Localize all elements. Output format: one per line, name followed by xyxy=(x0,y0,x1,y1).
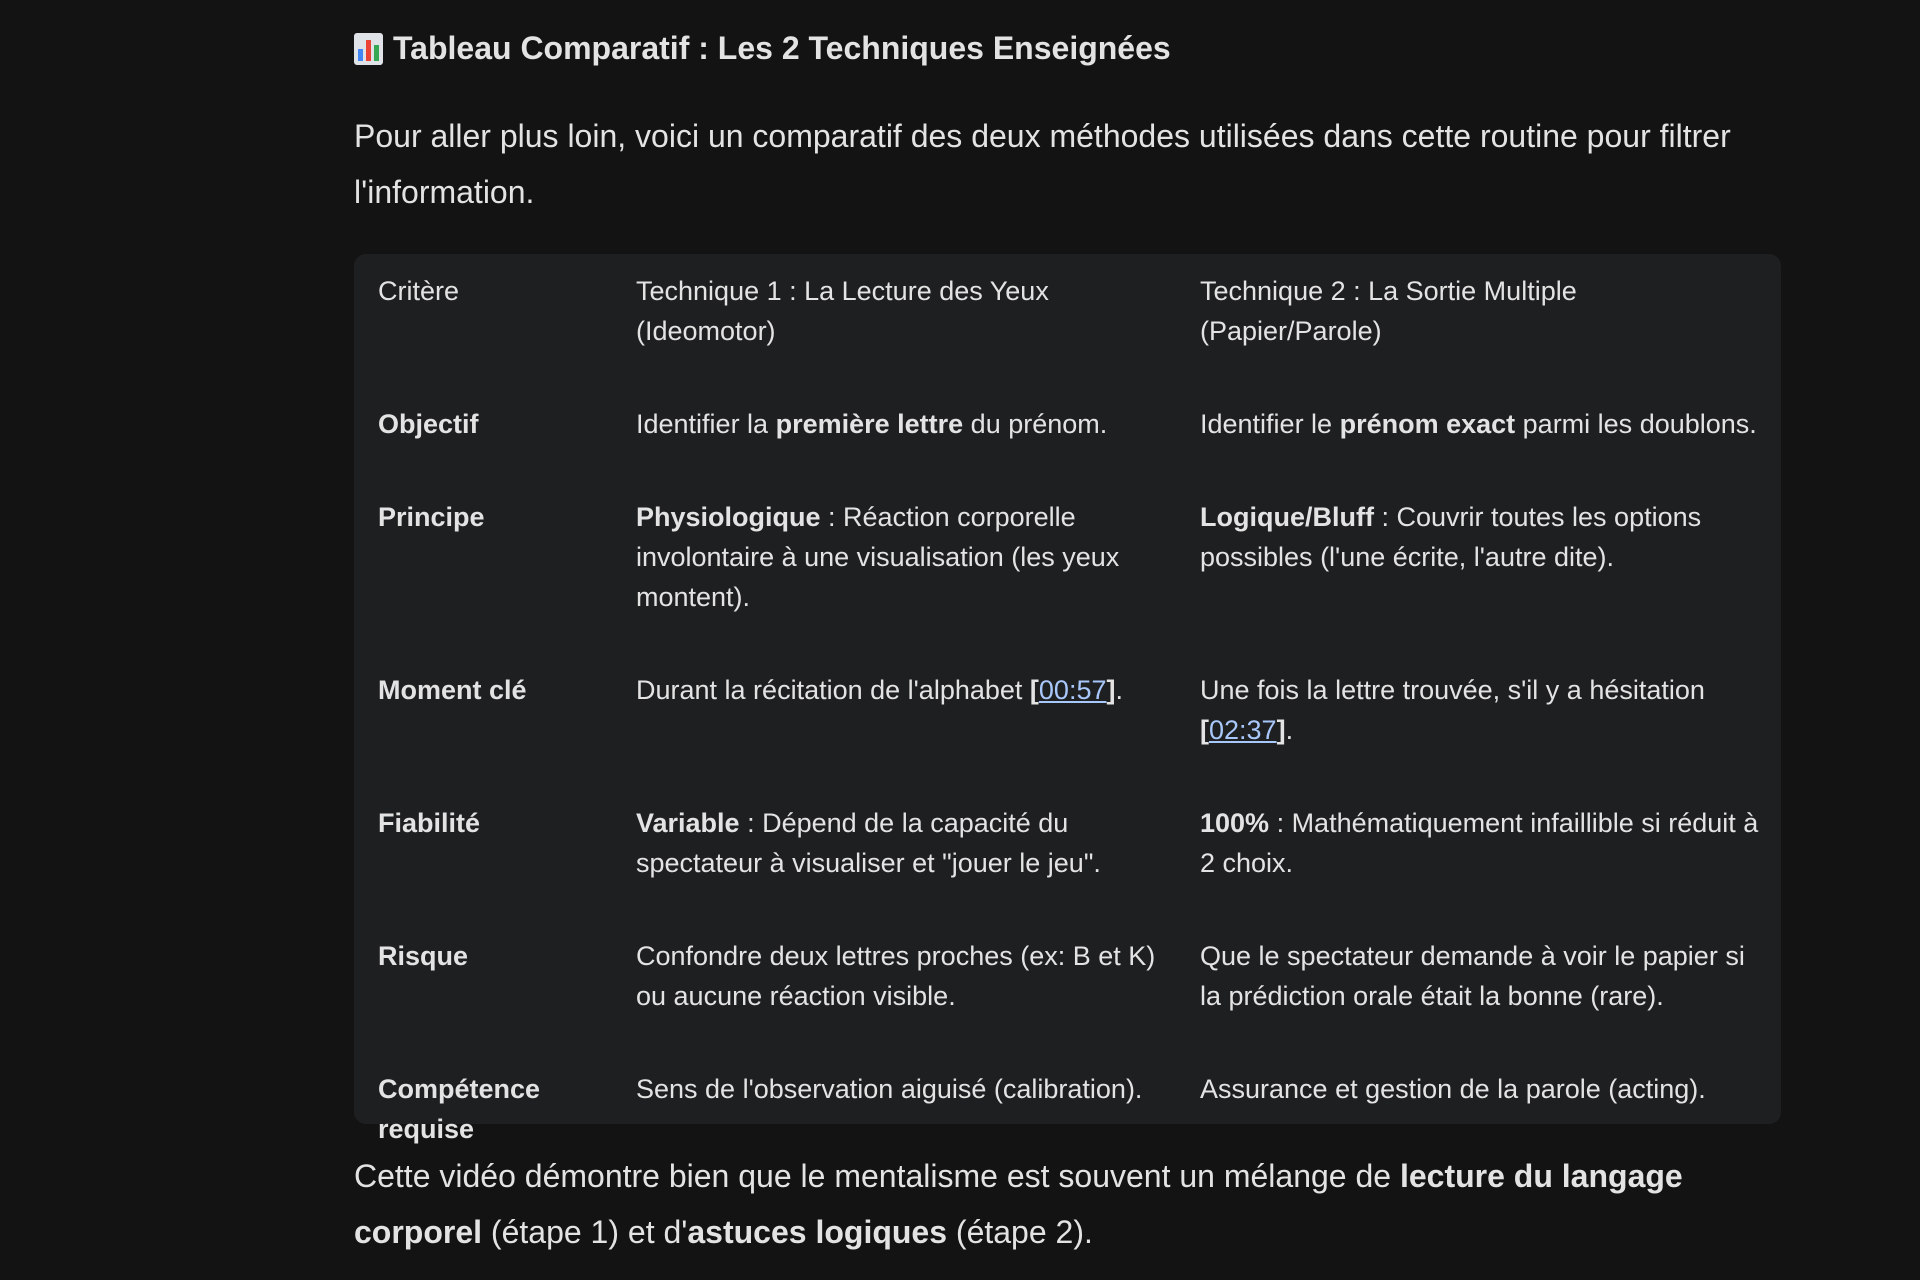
cell-risque-technique-1: Confondre deux lettres proches (ex: B et K) ou aucune réaction visible. xyxy=(636,941,1156,1011)
cell-principe-technique-2: Logique/Bluff : Couvrir toutes les options possibles (l'une écrite, l'autre dite). xyxy=(1200,502,1702,572)
cell-fiabilite-technique-2: 100% : Mathématiquement infaillible si réduit à 2 choix. xyxy=(1200,808,1759,878)
table-row xyxy=(354,384,1781,477)
comparison-table-container xyxy=(354,254,1781,1144)
table-header-row xyxy=(354,254,1781,384)
table-row xyxy=(354,783,1781,916)
row-label-competence: Compétence requise xyxy=(378,1074,541,1144)
table-row xyxy=(354,916,1781,1049)
timestamp-link[interactable]: [00:57] xyxy=(1029,675,1116,705)
cell-principe-technique-1: Physiologique : Réaction corporelle involontaire à une visualisation (les yeux montent). xyxy=(636,502,1120,612)
cell-objectif-technique-2: Identifier le prénom exact parmi les doublons. xyxy=(1200,409,1757,439)
header-technique-2: Technique 2 : La Sortie Multiple (Papier/Parole) xyxy=(1200,276,1577,346)
timestamp-0057-link[interactable]: 00:57 xyxy=(1038,675,1107,705)
conclusion-paragraph: Cette vidéo démontre bien que le mentalisme est souvent un mélange de lecture du langage corporel (étape 1) et d'astuces logiques (étape 2). xyxy=(354,1158,1683,1250)
timestamp-0237-link[interactable]: 02:37 xyxy=(1209,715,1277,745)
cell-moment-technique-2: Une fois la lettre trouvée, s'il y a hésitation [02:37]. xyxy=(1200,675,1705,745)
row-label-risque: Risque xyxy=(378,941,469,971)
comparison-table xyxy=(354,254,1781,1169)
bar-chart-icon xyxy=(354,33,383,65)
header-technique-1: Technique 1 : La Lecture des Yeux (Ideomotor) xyxy=(636,276,1049,346)
row-label-moment-cle: Moment clé xyxy=(378,675,527,705)
section-heading-text: Tableau Comparatif : Les 2 Techniques Enseignées xyxy=(393,30,1171,66)
intro-paragraph: Pour aller plus loin, voici un comparatif des deux méthodes utilisées dans cette routine pour filtrer l'information. xyxy=(354,118,1731,210)
row-label-principe: Principe xyxy=(378,502,485,532)
row-label-objectif: Objectif xyxy=(378,409,479,439)
timestamp-link[interactable]: [02:37] xyxy=(1200,715,1286,745)
table-row xyxy=(354,477,1781,650)
cell-competence-technique-1: Sens de l'observation aiguisé (calibration). xyxy=(636,1074,1143,1104)
cell-fiabilite-technique-1: Variable : Dépend de la capacité du spectateur à visualiser et "jouer le jeu". xyxy=(636,808,1101,878)
table-row xyxy=(354,650,1781,783)
cell-moment-technique-1: Durant la récitation de l'alphabet [00:57]. xyxy=(636,675,1123,705)
cell-competence-technique-2: Assurance et gestion de la parole (acting). xyxy=(1200,1074,1706,1104)
cell-risque-technique-2: Que le spectateur demande à voir le papier si la prédiction orale était la bonne (rare). xyxy=(1200,941,1745,1011)
header-criterion: Critère xyxy=(378,276,460,306)
section-heading xyxy=(354,30,1171,67)
cell-objectif-technique-1: Identifier la première lettre du prénom. xyxy=(636,409,1108,439)
row-label-fiabilite: Fiabilité xyxy=(378,808,481,838)
